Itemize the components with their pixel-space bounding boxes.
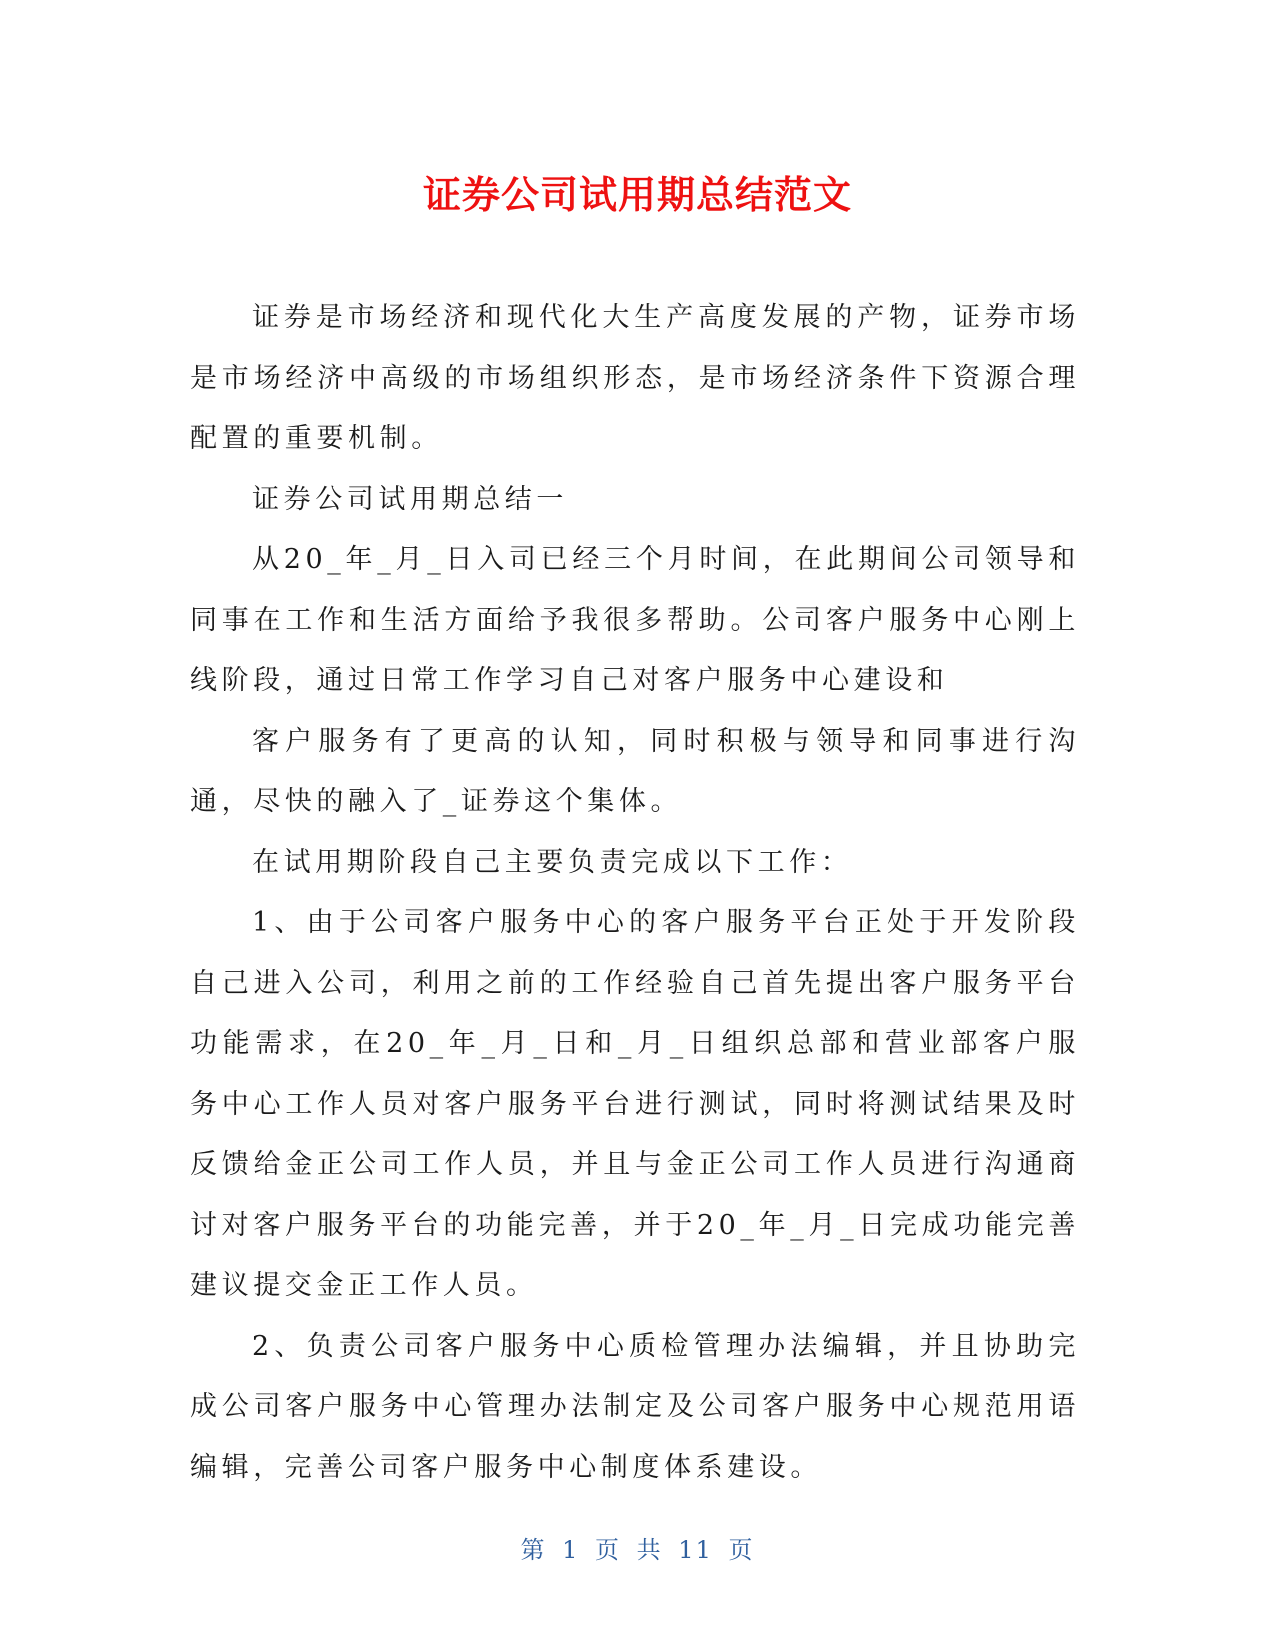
paragraph-item-2: 2、负责公司客户服务中心质检管理办法编辑，并且协助完成公司客户服务中心管理办法制定及公司客户服务中心规范用语编辑，完善公司客户服务中心制度体系建设。 — [190, 1330, 1080, 1483]
paragraph-entry: 从20_年_月_日入司已经三个月时间，在此期间公司领导和同事在工作和生活方面给予我很多帮助。公司客户服务中心刚上线阶段，通过日常工作学习自己对客户服务中心建设和 — [190, 544, 1080, 696]
paragraph-item-1: 1、由于公司客户服务中心的客户服务平台正处于开发阶段自己进入公司，利用之前的工作经验自己首先提出客户服务平台功能需求，在20_年_月_日和_月_日组织总部和营业部客户服务中心工作人员对客户服务平台进行测试，同时将测试结果及时反馈给金正公司工作人员，并且与金正公司工作人员进行沟通商讨对客户服务平台的功能完善，并于20_年_月_日完成功能完善建议提交金正工作人员。 — [190, 907, 1080, 1301]
paragraph-cognition: 客户服务有了更高的认知，同时积极与领导和同事进行沟通，尽快的融入了_证券这个集体。 — [190, 725, 1080, 817]
paragraph-work-intro: 在试用期阶段自己主要负责完成以下工作： — [252, 846, 853, 878]
paragraph-intro: 证券是市场经济和现代化大生产高度发展的产物，证券市场是市场经济中高级的市场组织形态，是市场经济条件下资源合理配置的重要机制。 — [190, 302, 1080, 454]
page-number: 第 1 页 共 11 页 — [520, 1536, 755, 1564]
paragraph-section-heading: 证券公司试用期总结一 — [252, 483, 568, 515]
document-body — [190, 288, 1080, 1498]
document-title: 证券公司试用期总结范文 — [422, 173, 852, 217]
